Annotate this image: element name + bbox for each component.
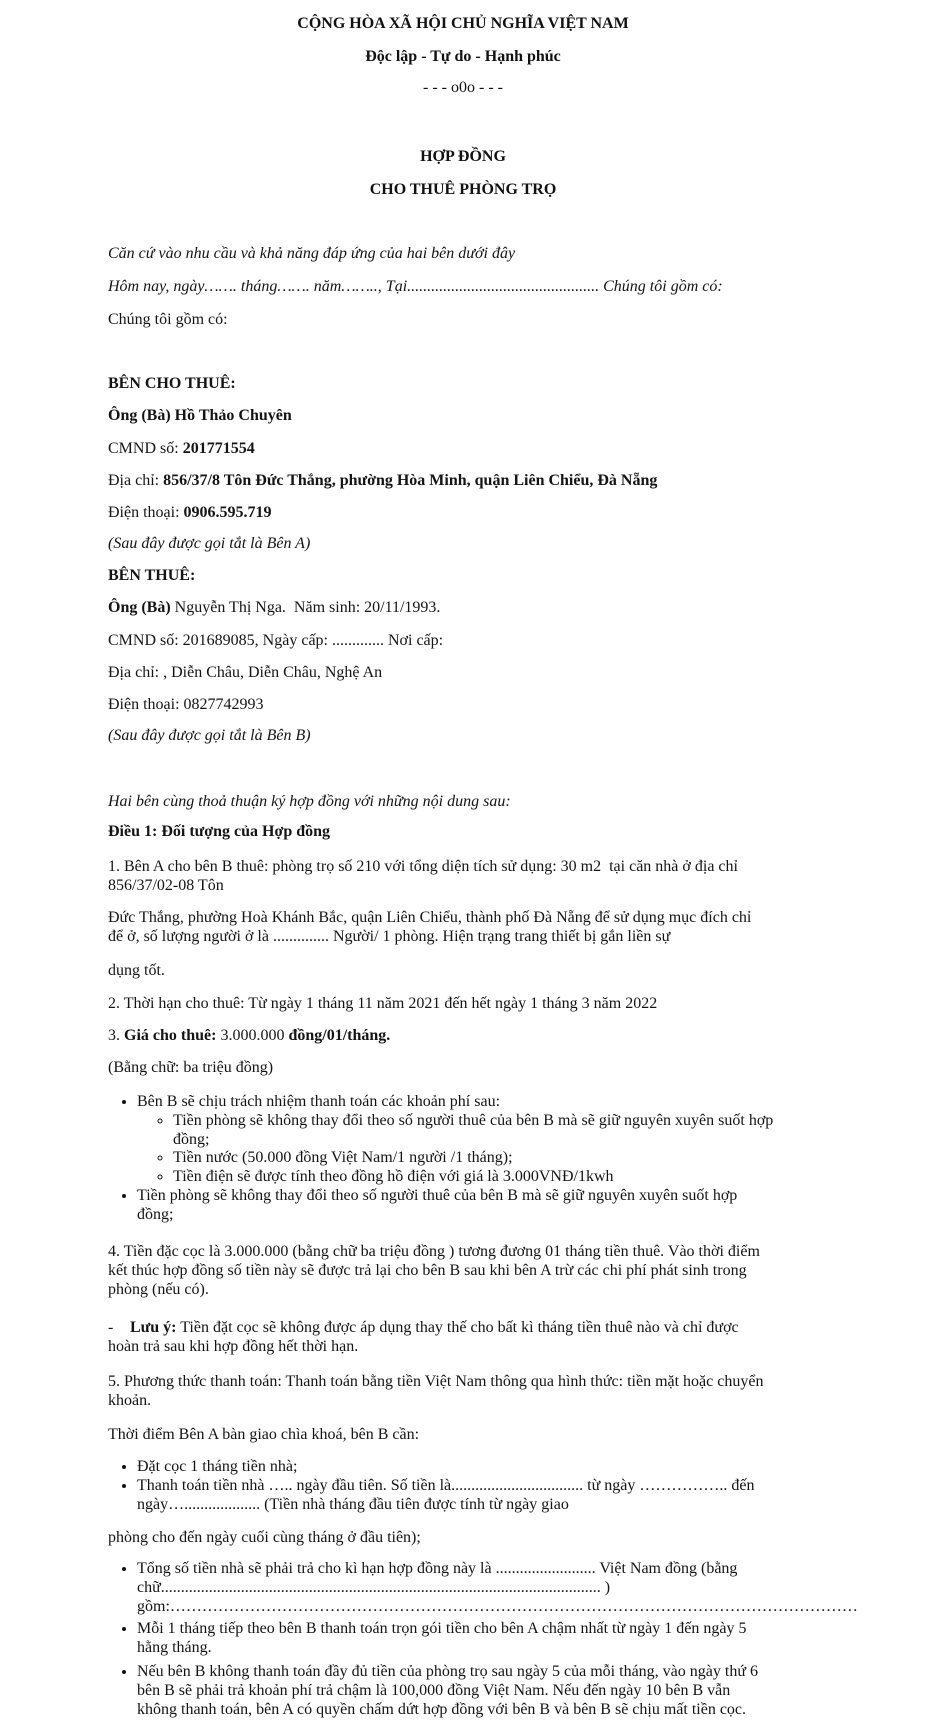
- list-item: [137, 1619, 945, 1657]
- lessor-alias: (Sau đây được gọi tắt là Bên A): [108, 535, 311, 552]
- agreement-line: Hai bên cùng thoả thuận ký hợp đồng với những nội dung sau:: [108, 793, 511, 810]
- text-line: kết thúc hợp đồng số tiền này sẽ được trả lại cho bên B sau khi bên A trừ các chi phí phát sinh trong: [108, 1262, 747, 1279]
- list-item: [137, 1457, 754, 1476]
- clause-2-term: 2. Thời hạn cho thuê: Từ ngày 1 tháng 11 năm 2021 đến hết ngày 1 tháng 3 năm 2022: [108, 995, 658, 1012]
- lessee-id: CMND số: 201689085, Ngày cấp: ............. Nơi cấp:: [108, 632, 444, 649]
- lessor-heading: BÊN CHO THUÊ:: [108, 375, 236, 392]
- parties-intro: Chúng tôi gồm có:: [108, 311, 228, 328]
- lessee-alias: (Sau đây được gọi tắt là Bên B): [108, 727, 311, 744]
- text-line: hằng tháng.: [137, 1639, 212, 1656]
- lessor-id: [108, 439, 255, 458]
- text-line: đồng;: [173, 1130, 210, 1148]
- list-item: [173, 1112, 773, 1150]
- header-separator: - - - o0o - - -: [423, 79, 503, 96]
- clause-3-label: Giá cho thuê:: [124, 1027, 217, 1044]
- text-line: ◦ Tiền điện sẽ được tính theo đồng hồ điện với giá là 3.000VNĐ/1kwh: [173, 1168, 614, 1186]
- list-item: [173, 1149, 773, 1168]
- list-item: [173, 1168, 773, 1187]
- lessor-phone-label: Điện thoại:: [108, 504, 184, 521]
- clause-3-unit: đồng/01/tháng.: [288, 1027, 391, 1044]
- text-line: 4. Tiền đặc cọc là 3.000.000 (bằng chữ ba triệu đồng ) tương đương 01 tháng tiền thuê. Vào thời điểm: [108, 1243, 760, 1260]
- text-line: khoản.: [108, 1392, 152, 1409]
- text-line: 1. Bên A cho bên B thuê: phòng trọ số 210 với tổng diện tích sử dụng: 30 m2 tại căn nhà ở địa chỉ: [108, 858, 738, 875]
- clause-4-deposit: [108, 1242, 760, 1299]
- text-line: ◦ Tiền nước (50.000 đồng Việt Nam/1 người /1 tháng);: [173, 1149, 513, 1167]
- document-title: CHO THUÊ PHÒNG TRỌ: [369, 181, 557, 198]
- clause-3-number: 3.: [108, 1027, 124, 1044]
- clause-1-part-a: [108, 857, 738, 895]
- handover-list: [108, 1457, 754, 1514]
- lessor-address: [108, 471, 657, 490]
- note-text: Tiền đặt cọc sẽ không được áp dụng thay thế cho bất kì tháng tiền thuê nào và chỉ được: [176, 1319, 739, 1336]
- text-line: • Đặt cọc 1 tháng tiền nhà;: [137, 1458, 298, 1475]
- text-line: đồng;: [137, 1205, 174, 1223]
- lessee-name-value: Nguyễn Thị Nga. Năm sinh: 20/11/1993.: [170, 599, 441, 616]
- lessor-name: Ông (Bà) Hồ Thảo Chuyên: [108, 407, 292, 424]
- text-line: • Tiền phòng sẽ không thay đổi theo số người thuê của bên B mà sẽ giữ nguyên xuyên suốt hợp: [137, 1186, 738, 1204]
- text-line: • Tổng số tiền nhà sẽ phải trả cho kì hạn hợp đồng này là ......................... Việt Nam đồng (bằng: [137, 1560, 738, 1577]
- handover-intro: Thời điểm Bên A bàn giao chìa khoá, bên B cần:: [108, 1426, 420, 1443]
- lessor-phone-value: 0906.595.719: [183, 504, 272, 521]
- motto-heading: Độc lập - Tự do - Hạnh phúc: [365, 48, 561, 65]
- text-line: ngày…................... (Tiền nhà tháng đầu tiên được tính từ ngày giao: [137, 1496, 569, 1513]
- text-line: • Thanh toán tiền nhà ….. ngày đầu tiên. Số tiền là................................. từ ngày …………….. đến: [137, 1477, 755, 1494]
- article-1-title: Điều 1: Đối tượng của Hợp đồng: [108, 823, 331, 840]
- lessee-title: Ông (Bà): [108, 599, 171, 616]
- nation-heading: CỘNG HÒA XÃ HỘI CHỦ NGHĨA VIỆT NAM: [297, 15, 629, 32]
- text-line: để ở, số lượng người ở là .............. Người/ 1 phòng. Hiện trạng trang thiết bị gắn liền sự: [108, 928, 671, 945]
- text-line: gồm:…………………………………………………………………………………………………………………: [137, 1598, 858, 1615]
- list-item: [137, 1093, 773, 1187]
- lessee-address: Địa chỉ: , Diễn Châu, Diễn Châu, Nghệ An: [108, 664, 383, 681]
- clause-3-in-words: (Bằng chữ: ba triệu đồng): [108, 1059, 274, 1076]
- note-dash: -: [108, 1319, 114, 1336]
- clause-3-amount: 3.000.000: [216, 1027, 289, 1044]
- clause-1-part-c: dụng tốt.: [108, 962, 165, 979]
- note-label: Lưu ý:: [130, 1319, 177, 1336]
- text-line: • Mỗi 1 tháng tiếp theo bên B thanh toán trọn gói tiền cho bên A chậm nhất từ ngày 1 đến ngày 5: [137, 1620, 747, 1637]
- text-line: 856/37/02-08 Tôn: [108, 877, 224, 894]
- payment-list: [108, 1559, 945, 1719]
- lessee-phone: Điện thoại: 0827742993: [108, 696, 264, 713]
- clause-3-price: [108, 1026, 390, 1045]
- list-item: [137, 1476, 754, 1514]
- basis-line: Căn cứ vào nhu cầu và khả năng đáp ứng của hai bên dưới đây: [108, 245, 516, 262]
- text-line: không thanh toán, bên A có quyền chấm dứt hợp đồng với bên B và bên B sẽ chịu mất tiền cọc.: [137, 1701, 747, 1718]
- clause-5-payment: [108, 1372, 763, 1410]
- clause-1-part-b: [108, 908, 751, 946]
- text-line: hoàn trả sau khi hợp đồng hết thời hạn.: [108, 1338, 359, 1355]
- list-item: [137, 1662, 945, 1719]
- deposit-note: [108, 1318, 739, 1356]
- handover-tail: phòng cho đến ngày cuối cùng tháng ở đầu tiên);: [108, 1529, 421, 1546]
- fees-list: [108, 1093, 773, 1225]
- text-line: Đức Thắng, phường Hoà Khánh Bắc, quận Liên Chiểu, thành phố Đà Nẵng để sử dụng mục đích chỉ: [108, 909, 752, 926]
- lessor-address-value: 856/37/8 Tôn Đức Thắng, phường Hòa Minh, quận Liên Chiểu, Đà Nẵng: [163, 472, 658, 489]
- list-item: [137, 1187, 773, 1225]
- lessor-id-label: CMND số:: [108, 440, 183, 457]
- lessor-id-value: 201771554: [182, 440, 255, 457]
- lessor-phone: [108, 503, 272, 522]
- list-item: [137, 1559, 945, 1616]
- text-line: ◦ Tiền phòng sẽ không thay đổi theo số người thuê của bên B mà sẽ giữ nguyên xuyên suốt hợp: [173, 1111, 774, 1129]
- text-line: [108, 1318, 739, 1337]
- fees-intro: • Bên B sẽ chịu trách nhiệm thanh toán các khoản phí sau:: [137, 1093, 501, 1110]
- document-type: HỢP ĐỒNG: [420, 148, 506, 165]
- text-line: phòng (nếu có).: [108, 1281, 209, 1298]
- lessee-heading: BÊN THUÊ:: [108, 567, 196, 584]
- lessee-name: [108, 598, 440, 617]
- lessor-address-label: Địa chỉ:: [108, 472, 164, 489]
- text-line: • Nếu bên B không thanh toán đầy đủ tiền của phòng trọ sau ngày 5 của mỗi tháng, vào ngày thứ 6: [137, 1663, 758, 1680]
- text-line: bên B sẽ phải trả khoản phí trả chậm là 100,000 đồng Việt Nam. Nếu đến ngày 10 bên B vẫn: [137, 1682, 731, 1699]
- date-place-line: Hôm nay, ngày……. tháng……. năm…….., Tại................................................ Chúng tôi gồm có:: [108, 278, 723, 295]
- text-line: chữ.............................................................................................................. ): [137, 1579, 611, 1596]
- text-line: 5. Phương thức thanh toán: Thanh toán bằng tiền Việt Nam thông qua hình thức: tiền mặt hoặc chuyển: [108, 1373, 764, 1390]
